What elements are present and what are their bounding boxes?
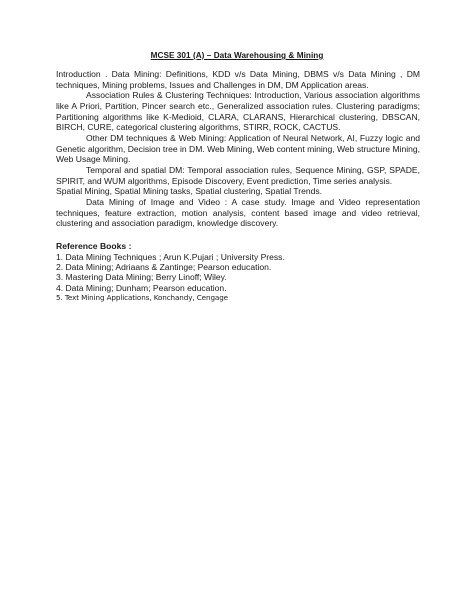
- paragraph-web-mining: Other DM techniques & Web Mining: Application of Neural Network, AI, Fuzzy logic and Genetic algorithm, Decision tree in DM. Web Mining, Web content mining, Web structure Mining, Web Usage Mining.: [56, 132, 420, 165]
- paragraph-spatial-mining: Spatial Mining, Spatial Mining tasks, Spatial clustering, Spatial Trends.: [56, 186, 323, 197]
- reference-books-heading: Reference Books :: [56, 240, 132, 251]
- paragraph-temporal-spatial: Temporal and spatial DM: Temporal association rules, Sequence Mining, GSP, SPADE, SPIRIT, and WUM algorithms, Episode Discovery, Event prediction, Time series analysis.: [56, 164, 420, 186]
- document-title: MCSE 301 (A) – Data Warehousing & Mining: [150, 51, 324, 60]
- reference-item: 5. Text Mining Applications, Konchandy, Cengage: [56, 293, 228, 303]
- reference-item: 4. Data Mining; Dunham; Pearson education.: [56, 282, 227, 293]
- reference-books-list: [56, 252, 420, 303]
- reference-item: 2. Data Mining; Adriaans & Zantinge; Pearson education.: [56, 262, 272, 273]
- paragraph-introduction: Introduction . Data Mining: Definitions, KDD v/s Data Mining, DBMS v/s Data Mining , DM techniques, Mining problems, Issues and Challenges in DM, DM Application areas.: [56, 69, 420, 90]
- reference-item: 3. Mastering Data Mining; Berry Linoff; Wiley.: [56, 272, 227, 283]
- paragraph-association-clustering: Association Rules & Clustering Techniques: Introduction, Various association algorithms like A Priori, Partition, Pincer search etc., Generalized association rules. Clustering paradigms; Partitioning algorithms like K-Medioid, CLARA, CLARANS, Hierarchical clustering, DBSCAN, BIRCH, CURE, categorical clustering algorithms, STIRR, ROCK, CACTUS.: [56, 90, 420, 133]
- paragraph-image-video: Data Mining of Image and Video : A case study. Image and Video representation techniques, feature extraction, motion analysis, content based image and video retrieval, clustering and association paradigm, knowledge discovery.: [56, 196, 420, 229]
- syllabus-content: [56, 69, 420, 303]
- reference-item: 1. Data Mining Techniques ; Arun K.Pujari ; University Press.: [56, 251, 285, 262]
